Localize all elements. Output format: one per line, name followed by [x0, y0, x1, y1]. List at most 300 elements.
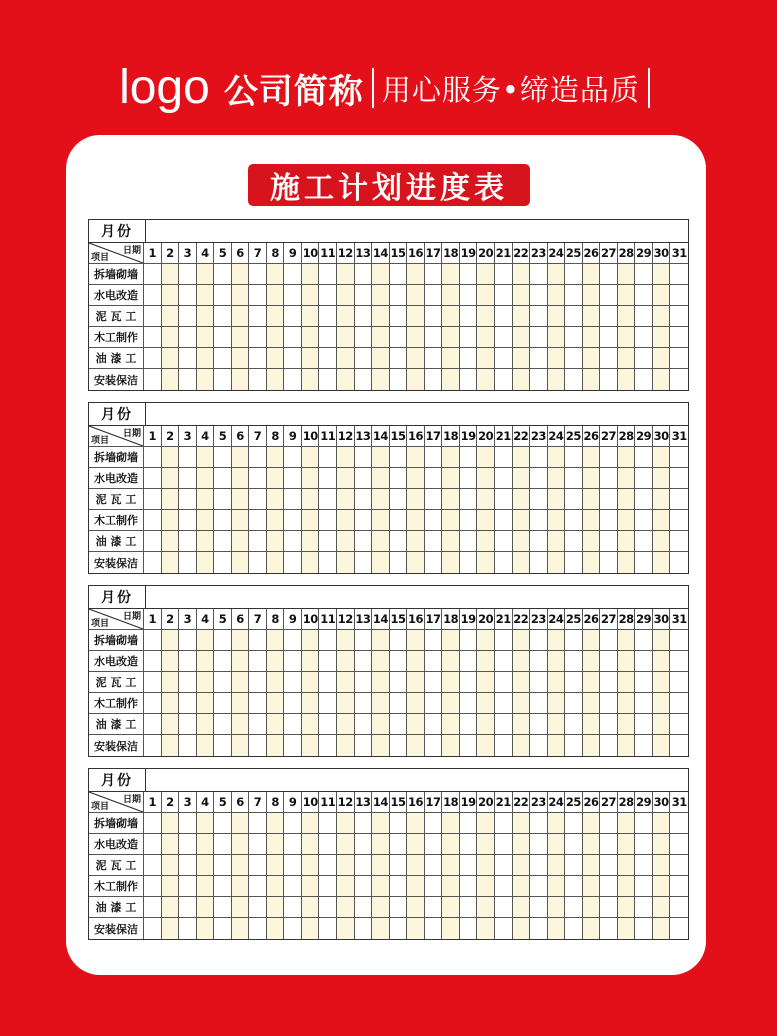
schedule-cell[interactable]: [618, 264, 636, 285]
schedule-cell[interactable]: [583, 348, 601, 369]
schedule-cell[interactable]: [460, 264, 478, 285]
schedule-cell[interactable]: [319, 306, 337, 327]
schedule-cell[interactable]: [583, 306, 601, 327]
schedule-cell[interactable]: [477, 672, 495, 693]
schedule-cell[interactable]: [530, 693, 548, 714]
schedule-cell[interactable]: [319, 834, 337, 855]
schedule-cell[interactable]: [618, 510, 636, 531]
schedule-cell[interactable]: [372, 285, 390, 306]
schedule-cell[interactable]: [635, 876, 653, 897]
schedule-cell[interactable]: [372, 531, 390, 552]
schedule-cell[interactable]: [197, 489, 215, 510]
schedule-cell[interactable]: [179, 348, 197, 369]
schedule-cell[interactable]: [232, 552, 250, 573]
schedule-cell[interactable]: [670, 651, 688, 672]
schedule-cell[interactable]: [214, 468, 232, 489]
schedule-cell[interactable]: [197, 468, 215, 489]
schedule-cell[interactable]: [284, 348, 302, 369]
schedule-cell[interactable]: [302, 813, 320, 834]
schedule-cell[interactable]: [232, 306, 250, 327]
schedule-cell[interactable]: [548, 489, 566, 510]
schedule-cell[interactable]: [670, 672, 688, 693]
schedule-cell[interactable]: [442, 834, 460, 855]
schedule-cell[interactable]: [319, 348, 337, 369]
schedule-cell[interactable]: [179, 672, 197, 693]
schedule-cell[interactable]: [477, 264, 495, 285]
schedule-cell[interactable]: [618, 672, 636, 693]
schedule-cell[interactable]: [214, 651, 232, 672]
schedule-cell[interactable]: [284, 552, 302, 573]
schedule-cell[interactable]: [460, 285, 478, 306]
schedule-cell[interactable]: [284, 897, 302, 918]
schedule-cell[interactable]: [530, 714, 548, 735]
schedule-cell[interactable]: [583, 714, 601, 735]
schedule-cell[interactable]: [670, 531, 688, 552]
schedule-cell[interactable]: [319, 489, 337, 510]
schedule-cell[interactable]: [477, 306, 495, 327]
schedule-cell[interactable]: [407, 651, 425, 672]
schedule-cell[interactable]: [179, 876, 197, 897]
schedule-cell[interactable]: [442, 813, 460, 834]
schedule-cell[interactable]: [600, 876, 618, 897]
schedule-cell[interactable]: [600, 552, 618, 573]
schedule-cell[interactable]: [249, 714, 267, 735]
schedule-cell[interactable]: [548, 348, 566, 369]
schedule-cell[interactable]: [284, 855, 302, 876]
schedule-cell[interactable]: [618, 855, 636, 876]
schedule-cell[interactable]: [548, 714, 566, 735]
schedule-cell[interactable]: [337, 651, 355, 672]
schedule-cell[interactable]: [530, 651, 548, 672]
schedule-cell[interactable]: [513, 855, 531, 876]
schedule-cell[interactable]: [197, 651, 215, 672]
schedule-cell[interactable]: [284, 327, 302, 348]
schedule-cell[interactable]: [372, 834, 390, 855]
schedule-cell[interactable]: [477, 693, 495, 714]
schedule-cell[interactable]: [425, 348, 443, 369]
schedule-cell[interactable]: [232, 735, 250, 756]
schedule-cell[interactable]: [442, 855, 460, 876]
schedule-cell[interactable]: [214, 834, 232, 855]
schedule-cell[interactable]: [302, 348, 320, 369]
schedule-cell[interactable]: [302, 369, 320, 390]
schedule-cell[interactable]: [162, 834, 180, 855]
schedule-cell[interactable]: [513, 651, 531, 672]
schedule-cell[interactable]: [355, 693, 373, 714]
schedule-cell[interactable]: [653, 630, 671, 651]
schedule-cell[interactable]: [162, 876, 180, 897]
schedule-cell[interactable]: [513, 693, 531, 714]
schedule-cell[interactable]: [460, 327, 478, 348]
schedule-cell[interactable]: [548, 876, 566, 897]
schedule-cell[interactable]: [232, 285, 250, 306]
schedule-cell[interactable]: [355, 876, 373, 897]
schedule-cell[interactable]: [583, 855, 601, 876]
schedule-cell[interactable]: [284, 834, 302, 855]
schedule-cell[interactable]: [548, 735, 566, 756]
schedule-cell[interactable]: [390, 306, 408, 327]
schedule-cell[interactable]: [495, 327, 513, 348]
schedule-cell[interactable]: [144, 714, 162, 735]
schedule-cell[interactable]: [319, 735, 337, 756]
schedule-cell[interactable]: [355, 264, 373, 285]
schedule-cell[interactable]: [600, 285, 618, 306]
schedule-cell[interactable]: [284, 876, 302, 897]
schedule-cell[interactable]: [390, 510, 408, 531]
schedule-cell[interactable]: [232, 327, 250, 348]
schedule-cell[interactable]: [653, 735, 671, 756]
schedule-cell[interactable]: [214, 327, 232, 348]
schedule-cell[interactable]: [530, 327, 548, 348]
schedule-cell[interactable]: [548, 510, 566, 531]
schedule-cell[interactable]: [197, 672, 215, 693]
schedule-cell[interactable]: [197, 693, 215, 714]
schedule-cell[interactable]: [442, 369, 460, 390]
schedule-cell[interactable]: [249, 897, 267, 918]
schedule-cell[interactable]: [565, 855, 583, 876]
schedule-cell[interactable]: [513, 510, 531, 531]
schedule-cell[interactable]: [530, 306, 548, 327]
schedule-cell[interactable]: [267, 630, 285, 651]
schedule-cell[interactable]: [495, 897, 513, 918]
schedule-cell[interactable]: [477, 468, 495, 489]
schedule-cell[interactable]: [618, 447, 636, 468]
schedule-cell[interactable]: [670, 369, 688, 390]
schedule-cell[interactable]: [635, 735, 653, 756]
schedule-cell[interactable]: [302, 306, 320, 327]
schedule-cell[interactable]: [284, 285, 302, 306]
schedule-cell[interactable]: [618, 489, 636, 510]
schedule-cell[interactable]: [390, 468, 408, 489]
schedule-cell[interactable]: [249, 327, 267, 348]
schedule-cell[interactable]: [372, 348, 390, 369]
schedule-cell[interactable]: [355, 285, 373, 306]
schedule-cell[interactable]: [495, 531, 513, 552]
schedule-cell[interactable]: [337, 672, 355, 693]
schedule-cell[interactable]: [670, 489, 688, 510]
schedule-cell[interactable]: [442, 735, 460, 756]
schedule-cell[interactable]: [162, 735, 180, 756]
schedule-cell[interactable]: [670, 855, 688, 876]
schedule-cell[interactable]: [232, 264, 250, 285]
schedule-cell[interactable]: [653, 918, 671, 939]
schedule-cell[interactable]: [600, 672, 618, 693]
schedule-cell[interactable]: [442, 651, 460, 672]
schedule-cell[interactable]: [197, 855, 215, 876]
schedule-cell[interactable]: [337, 630, 355, 651]
schedule-cell[interactable]: [372, 630, 390, 651]
schedule-cell[interactable]: [407, 489, 425, 510]
schedule-cell[interactable]: [495, 813, 513, 834]
schedule-cell[interactable]: [144, 489, 162, 510]
schedule-cell[interactable]: [197, 834, 215, 855]
schedule-cell[interactable]: [635, 672, 653, 693]
schedule-cell[interactable]: [530, 876, 548, 897]
schedule-cell[interactable]: [513, 897, 531, 918]
schedule-cell[interactable]: [249, 447, 267, 468]
schedule-cell[interactable]: [548, 834, 566, 855]
schedule-cell[interactable]: [635, 447, 653, 468]
schedule-cell[interactable]: [284, 510, 302, 531]
schedule-cell[interactable]: [530, 918, 548, 939]
schedule-cell[interactable]: [477, 510, 495, 531]
schedule-cell[interactable]: [407, 714, 425, 735]
schedule-cell[interactable]: [670, 468, 688, 489]
schedule-cell[interactable]: [144, 447, 162, 468]
schedule-cell[interactable]: [653, 897, 671, 918]
schedule-cell[interactable]: [565, 285, 583, 306]
schedule-cell[interactable]: [635, 348, 653, 369]
schedule-cell[interactable]: [355, 348, 373, 369]
schedule-cell[interactable]: [302, 468, 320, 489]
schedule-cell[interactable]: [635, 552, 653, 573]
schedule-cell[interactable]: [144, 531, 162, 552]
schedule-cell[interactable]: [249, 264, 267, 285]
month-value-cell[interactable]: [145, 403, 688, 425]
schedule-cell[interactable]: [477, 855, 495, 876]
schedule-cell[interactable]: [495, 369, 513, 390]
schedule-cell[interactable]: [548, 306, 566, 327]
schedule-cell[interactable]: [302, 552, 320, 573]
schedule-cell[interactable]: [179, 531, 197, 552]
schedule-cell[interactable]: [249, 630, 267, 651]
schedule-cell[interactable]: [162, 630, 180, 651]
schedule-cell[interactable]: [530, 510, 548, 531]
schedule-cell[interactable]: [600, 630, 618, 651]
schedule-cell[interactable]: [495, 672, 513, 693]
schedule-cell[interactable]: [284, 813, 302, 834]
schedule-cell[interactable]: [372, 510, 390, 531]
schedule-cell[interactable]: [162, 264, 180, 285]
schedule-cell[interactable]: [407, 510, 425, 531]
schedule-cell[interactable]: [600, 510, 618, 531]
schedule-cell[interactable]: [513, 306, 531, 327]
schedule-cell[interactable]: [214, 630, 232, 651]
schedule-cell[interactable]: [144, 735, 162, 756]
schedule-cell[interactable]: [460, 693, 478, 714]
schedule-cell[interactable]: [513, 369, 531, 390]
schedule-cell[interactable]: [337, 834, 355, 855]
schedule-cell[interactable]: [179, 735, 197, 756]
schedule-cell[interactable]: [635, 918, 653, 939]
schedule-cell[interactable]: [197, 348, 215, 369]
schedule-cell[interactable]: [249, 285, 267, 306]
schedule-cell[interactable]: [635, 468, 653, 489]
schedule-cell[interactable]: [214, 489, 232, 510]
schedule-cell[interactable]: [635, 531, 653, 552]
schedule-cell[interactable]: [425, 714, 443, 735]
schedule-cell[interactable]: [179, 918, 197, 939]
schedule-cell[interactable]: [162, 306, 180, 327]
schedule-cell[interactable]: [319, 264, 337, 285]
schedule-cell[interactable]: [144, 693, 162, 714]
schedule-cell[interactable]: [302, 897, 320, 918]
schedule-cell[interactable]: [442, 876, 460, 897]
schedule-cell[interactable]: [249, 813, 267, 834]
schedule-cell[interactable]: [565, 306, 583, 327]
schedule-cell[interactable]: [513, 264, 531, 285]
schedule-cell[interactable]: [565, 552, 583, 573]
schedule-cell[interactable]: [670, 918, 688, 939]
schedule-cell[interactable]: [425, 468, 443, 489]
schedule-cell[interactable]: [477, 834, 495, 855]
schedule-cell[interactable]: [267, 876, 285, 897]
schedule-cell[interactable]: [407, 630, 425, 651]
schedule-cell[interactable]: [530, 855, 548, 876]
schedule-cell[interactable]: [249, 918, 267, 939]
schedule-cell[interactable]: [600, 489, 618, 510]
schedule-cell[interactable]: [214, 918, 232, 939]
schedule-cell[interactable]: [249, 369, 267, 390]
schedule-cell[interactable]: [355, 369, 373, 390]
schedule-cell[interactable]: [267, 693, 285, 714]
schedule-cell[interactable]: [600, 735, 618, 756]
schedule-cell[interactable]: [407, 918, 425, 939]
schedule-cell[interactable]: [600, 468, 618, 489]
schedule-cell[interactable]: [249, 693, 267, 714]
schedule-cell[interactable]: [653, 552, 671, 573]
schedule-cell[interactable]: [565, 813, 583, 834]
schedule-cell[interactable]: [214, 285, 232, 306]
schedule-cell[interactable]: [653, 447, 671, 468]
schedule-cell[interactable]: [179, 306, 197, 327]
schedule-cell[interactable]: [319, 285, 337, 306]
schedule-cell[interactable]: [249, 876, 267, 897]
schedule-cell[interactable]: [372, 693, 390, 714]
schedule-cell[interactable]: [513, 552, 531, 573]
schedule-cell[interactable]: [355, 735, 373, 756]
schedule-cell[interactable]: [249, 306, 267, 327]
schedule-cell[interactable]: [565, 672, 583, 693]
schedule-cell[interactable]: [618, 348, 636, 369]
schedule-cell[interactable]: [144, 369, 162, 390]
schedule-cell[interactable]: [530, 813, 548, 834]
schedule-cell[interactable]: [600, 348, 618, 369]
schedule-cell[interactable]: [670, 327, 688, 348]
schedule-cell[interactable]: [635, 369, 653, 390]
schedule-cell[interactable]: [267, 855, 285, 876]
schedule-cell[interactable]: [302, 489, 320, 510]
schedule-cell[interactable]: [600, 693, 618, 714]
schedule-cell[interactable]: [179, 447, 197, 468]
schedule-cell[interactable]: [670, 306, 688, 327]
schedule-cell[interactable]: [390, 714, 408, 735]
schedule-cell[interactable]: [477, 369, 495, 390]
schedule-cell[interactable]: [442, 264, 460, 285]
schedule-cell[interactable]: [284, 672, 302, 693]
schedule-cell[interactable]: [618, 552, 636, 573]
schedule-cell[interactable]: [390, 348, 408, 369]
schedule-cell[interactable]: [583, 672, 601, 693]
schedule-cell[interactable]: [302, 672, 320, 693]
schedule-cell[interactable]: [565, 447, 583, 468]
schedule-cell[interactable]: [355, 531, 373, 552]
schedule-cell[interactable]: [442, 510, 460, 531]
schedule-cell[interactable]: [653, 813, 671, 834]
schedule-cell[interactable]: [442, 285, 460, 306]
schedule-cell[interactable]: [407, 552, 425, 573]
schedule-cell[interactable]: [232, 348, 250, 369]
schedule-cell[interactable]: [319, 630, 337, 651]
schedule-cell[interactable]: [179, 552, 197, 573]
schedule-cell[interactable]: [407, 447, 425, 468]
schedule-cell[interactable]: [565, 876, 583, 897]
schedule-cell[interactable]: [495, 510, 513, 531]
schedule-cell[interactable]: [670, 834, 688, 855]
schedule-cell[interactable]: [530, 348, 548, 369]
schedule-cell[interactable]: [267, 447, 285, 468]
schedule-cell[interactable]: [653, 327, 671, 348]
schedule-cell[interactable]: [670, 813, 688, 834]
schedule-cell[interactable]: [284, 714, 302, 735]
schedule-cell[interactable]: [337, 714, 355, 735]
schedule-cell[interactable]: [162, 468, 180, 489]
schedule-cell[interactable]: [267, 327, 285, 348]
schedule-cell[interactable]: [144, 918, 162, 939]
schedule-cell[interactable]: [425, 306, 443, 327]
schedule-cell[interactable]: [197, 264, 215, 285]
schedule-cell[interactable]: [425, 510, 443, 531]
schedule-cell[interactable]: [197, 918, 215, 939]
schedule-cell[interactable]: [513, 348, 531, 369]
schedule-cell[interactable]: [635, 264, 653, 285]
schedule-cell[interactable]: [460, 306, 478, 327]
schedule-cell[interactable]: [635, 693, 653, 714]
schedule-cell[interactable]: [179, 855, 197, 876]
schedule-cell[interactable]: [670, 897, 688, 918]
schedule-cell[interactable]: [179, 285, 197, 306]
schedule-cell[interactable]: [618, 531, 636, 552]
schedule-cell[interactable]: [635, 306, 653, 327]
schedule-cell[interactable]: [548, 630, 566, 651]
schedule-cell[interactable]: [583, 468, 601, 489]
schedule-cell[interactable]: [548, 369, 566, 390]
schedule-cell[interactable]: [302, 327, 320, 348]
schedule-cell[interactable]: [600, 897, 618, 918]
schedule-cell[interactable]: [372, 306, 390, 327]
schedule-cell[interactable]: [407, 693, 425, 714]
schedule-cell[interactable]: [635, 489, 653, 510]
schedule-cell[interactable]: [337, 348, 355, 369]
schedule-cell[interactable]: [319, 714, 337, 735]
schedule-cell[interactable]: [530, 264, 548, 285]
schedule-cell[interactable]: [144, 834, 162, 855]
schedule-cell[interactable]: [653, 714, 671, 735]
schedule-cell[interactable]: [425, 918, 443, 939]
schedule-cell[interactable]: [197, 510, 215, 531]
schedule-cell[interactable]: [425, 834, 443, 855]
schedule-cell[interactable]: [232, 855, 250, 876]
schedule-cell[interactable]: [284, 630, 302, 651]
schedule-cell[interactable]: [144, 306, 162, 327]
schedule-cell[interactable]: [670, 552, 688, 573]
schedule-cell[interactable]: [267, 468, 285, 489]
schedule-cell[interactable]: [495, 489, 513, 510]
schedule-cell[interactable]: [565, 714, 583, 735]
schedule-cell[interactable]: [179, 714, 197, 735]
schedule-cell[interactable]: [214, 306, 232, 327]
schedule-cell[interactable]: [618, 834, 636, 855]
schedule-cell[interactable]: [319, 327, 337, 348]
schedule-cell[interactable]: [284, 306, 302, 327]
schedule-cell[interactable]: [355, 651, 373, 672]
schedule-cell[interactable]: [565, 327, 583, 348]
schedule-cell[interactable]: [442, 918, 460, 939]
schedule-cell[interactable]: [460, 630, 478, 651]
schedule-cell[interactable]: [267, 510, 285, 531]
schedule-cell[interactable]: [249, 672, 267, 693]
schedule-cell[interactable]: [653, 285, 671, 306]
